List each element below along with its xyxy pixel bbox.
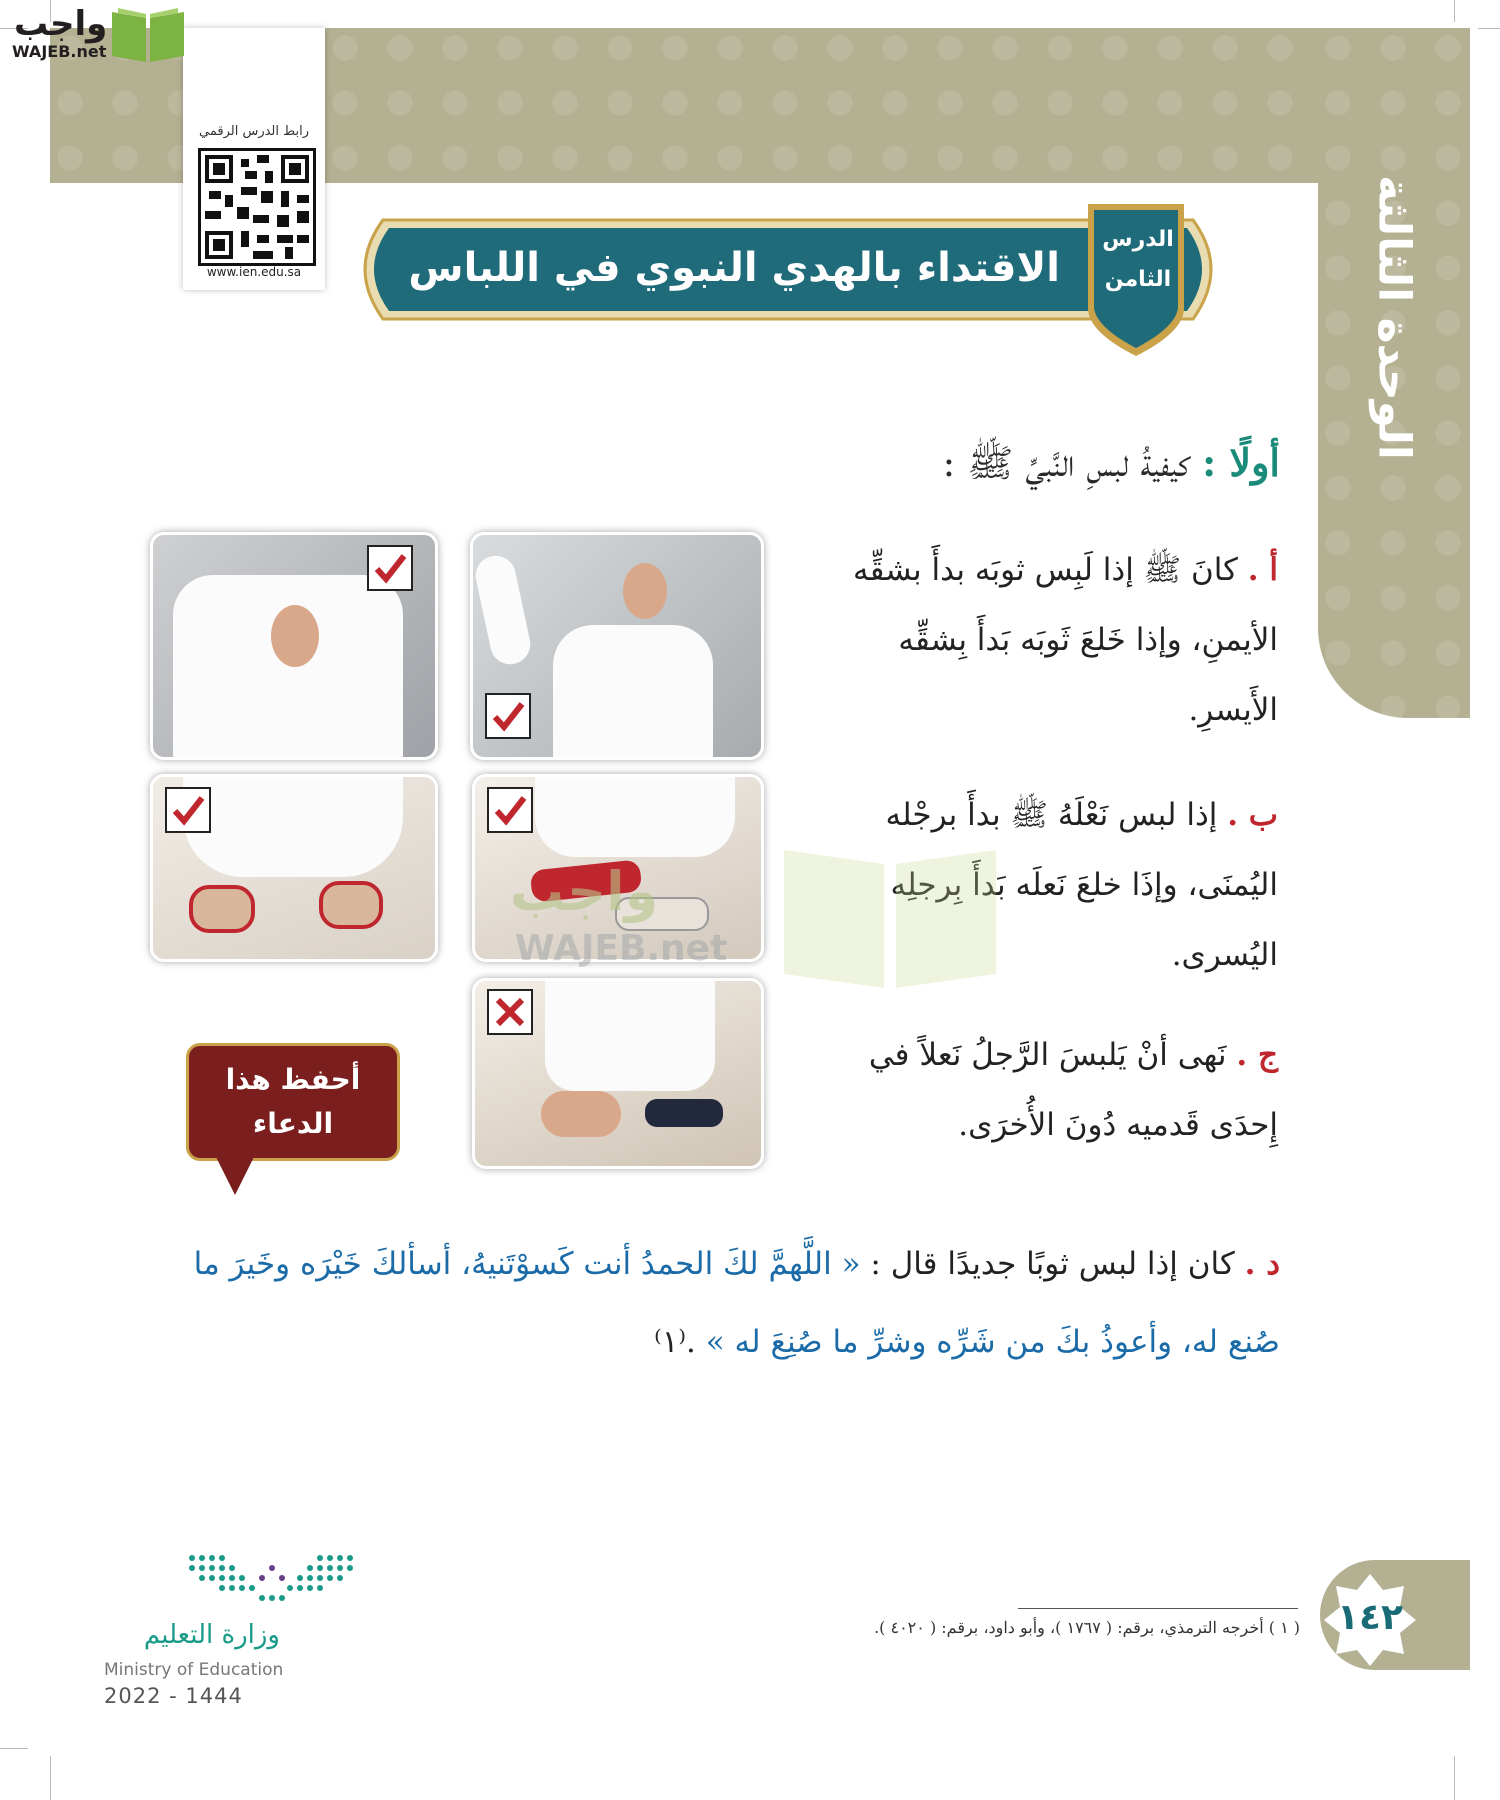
item-d-letter: د .: [1244, 1246, 1280, 1282]
item-a-text: كانَ ﷺ إذا لَبِس ثوبَه بدأَ بشقِّه الأيمنِ، وإذا خَلعَ ثَوبَه بَدأَ بِشقِّه الأَيسرِ.: [853, 552, 1278, 728]
item-c: [800, 1020, 1278, 1160]
thobe-hem: [545, 981, 715, 1091]
photo-sandals-standing: [150, 774, 438, 962]
sandal-dark: [645, 1099, 723, 1127]
logo-arabic: واجب: [14, 4, 108, 44]
ministry-logo-icon: [186, 1552, 356, 1610]
memorize-line2: الدعاء: [252, 1107, 334, 1140]
crop-mark: [1478, 28, 1500, 29]
crop-mark: [1454, 0, 1455, 22]
logo-latin: WAJEB.net: [12, 42, 107, 61]
item-a-letter: أ .: [1247, 552, 1278, 588]
ministry-name-arabic: وزارة التعليم: [143, 1620, 280, 1650]
footnote: ( ١ ) أخرجه الترمذي، برقم: ( ١٧٦٧ )، وأبو داود، برقم: ( ٤٠٢٠ ).: [874, 1618, 1300, 1637]
qr-caption: رابط الدرس الرقمي: [199, 124, 309, 139]
watermark-book-icon: [780, 840, 1000, 990]
footnote-divider: [1018, 1608, 1298, 1609]
section-number: أولًا :: [1202, 440, 1280, 485]
lesson-number-value: الثامن: [1104, 267, 1172, 292]
item-d-dua: « اللَّهمَّ لكَ الحمدُ أنت كَسوْتَنيهُ، أسألكَ خَيْرَه وخَيرَ ما صُنع له، وأعوذُ بكَ من شَرِّه وشرِّ ما صُنِعَ له »: [193, 1246, 1280, 1360]
lesson-title: الاقتداء بالهدي النبوي في اللباس: [408, 245, 1060, 291]
raised-arm: [472, 552, 534, 668]
photo-removing-thobe: [470, 532, 764, 760]
cross-icon: [487, 989, 533, 1035]
sandal-left: [189, 885, 255, 933]
item-c-letter: ج .: [1236, 1037, 1278, 1073]
page-number: ١٤٢: [1337, 1597, 1403, 1638]
unit-title: الوحدة الثالثة: [1368, 175, 1420, 460]
thobe-hem: [535, 777, 735, 857]
memorize-line1: أحفظ هذا: [225, 1063, 361, 1096]
crop-mark: [50, 1756, 51, 1800]
lesson-number: [1086, 202, 1190, 352]
bare-foot: [541, 1091, 621, 1137]
memorize-text: [186, 1058, 400, 1146]
check-icon: [165, 787, 211, 833]
qr-url[interactable]: www.ien.edu.sa: [206, 265, 302, 279]
item-c-text: نَهى أنْ يَلبسَ الرَّجلُ نَعلاً في إِحدَى قَدميه دُونَ الأُخرَى.: [868, 1037, 1278, 1143]
thobe-hem: [183, 777, 403, 877]
face-shape: [623, 563, 667, 619]
check-icon: [487, 787, 533, 833]
footnote-ref: .⁽١⁾: [654, 1324, 696, 1360]
item-b-letter: ب .: [1227, 797, 1278, 833]
thobe-figure: [553, 625, 713, 760]
crop-mark: [1454, 1756, 1455, 1800]
face-shape: [271, 605, 319, 667]
qr-code-icon[interactable]: [198, 148, 316, 266]
item-d-intro: كان إذا لبس ثوبًا جديدًا قال :: [870, 1246, 1235, 1282]
ministry-year: 2022 - 1444: [104, 1684, 243, 1708]
section-heading: [860, 440, 1280, 495]
book-logo-icon: [108, 4, 188, 64]
item-a: [800, 535, 1278, 745]
watermark-arabic: واجب: [510, 860, 659, 923]
photo-wearing-thobe: [150, 532, 438, 760]
sandal-right: [319, 881, 383, 929]
bubble-tail: [215, 1155, 255, 1195]
thobe-figure: [173, 575, 403, 760]
lesson-number-label: الدرس: [1102, 227, 1174, 252]
ministry-name-english: Ministry of Education: [104, 1660, 284, 1680]
section-title: كيفيةُ لبسِ النَّبيِّ ﷺ :: [942, 441, 1191, 485]
crop-mark: [0, 1748, 28, 1749]
item-b-text: إذا لبس نَعْلَهُ ﷺ بدأَ برجْله اليُمنَى، وإذَا خلعَ نَعلَه بَدأَ بِرجلِه اليُسرى.: [885, 797, 1278, 973]
photo-one-sandal: [472, 978, 764, 1169]
check-icon: [367, 545, 413, 591]
watermark-latin: WAJEB.net: [515, 928, 728, 969]
check-icon: [485, 693, 531, 739]
item-d: [180, 1225, 1280, 1381]
